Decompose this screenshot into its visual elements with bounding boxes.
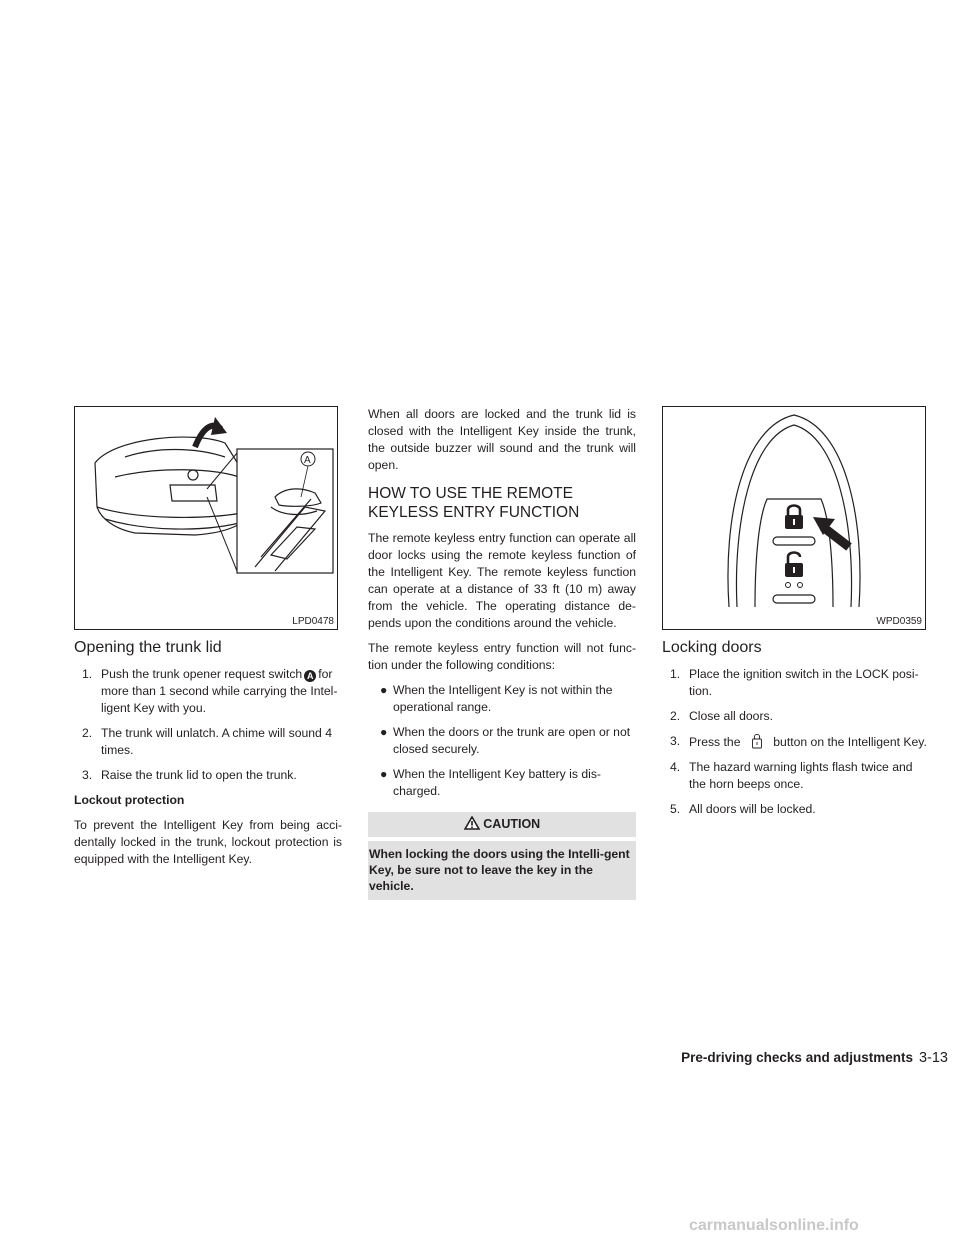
step-text-pre: Press the <box>689 735 741 749</box>
paragraph: When all doors are locked and the trunk lid is closed with the Intelligent Key inside the trunk, the outside buzzer will sound and the trunk will open. <box>368 407 636 472</box>
paragraph: The remote keyless entry function can operate all door locks using the remote keyless function of the Intelligent Key. The remote keyless function can operate at a distance of 33 ft (10 m) away from the vehicle. The operating distance de-pends upon the conditions around the vehicle. <box>368 531 636 630</box>
step-text-post: button on the Intelligent Key. <box>773 735 927 749</box>
section-heading-remote: HOW TO USE THE REMOTE KEYLESS ENTRY FUNCTION <box>368 485 580 521</box>
section-heading-locking: Locking doors <box>662 639 762 656</box>
paragraph: To prevent the Intelligent Key from being acci-dentally locked in the trunk, lockout protection is equipped with the Intelligent Key. <box>74 818 342 866</box>
subheading-lockout: Lockout protection <box>74 793 185 807</box>
step-text-post: for more than 1 second while carrying the Intel-ligent Key with you. <box>101 667 338 715</box>
bullet-icon: ● <box>380 767 388 781</box>
list-item <box>670 759 930 793</box>
bullet-icon: ● <box>380 683 388 697</box>
list-item <box>380 766 636 800</box>
step-number: 4. <box>670 760 681 774</box>
step-number: 2. <box>82 726 93 740</box>
callout-a-marker: A <box>304 670 316 682</box>
step-number: 2. <box>670 709 681 723</box>
step-text <box>689 733 930 751</box>
page-number: 3-13 <box>918 1050 948 1066</box>
paragraph: The remote keyless entry function will not func-tion under the following conditions: <box>368 641 636 672</box>
caution-text: When locking the doors using the Intelli-gent Key, be sure not to leave the key in the vehicle. <box>368 841 636 900</box>
page-footer <box>662 1050 948 1066</box>
list-item <box>82 725 342 759</box>
step-text: All doors will be locked. <box>689 802 816 816</box>
step-text: The hazard warning lights flash twice and the horn beeps once. <box>689 760 913 791</box>
figure-code: LPD0478 <box>289 615 337 629</box>
step-text-pre: Push the trunk opener request switch <box>101 667 303 681</box>
step-text: The trunk will unlatch. A chime will sound 4 times. <box>101 726 332 757</box>
footer-section-title: Pre-driving checks and adjustments <box>681 1050 913 1065</box>
figure-code: WPD0359 <box>873 615 925 629</box>
list-item <box>380 724 636 758</box>
bullet-text: When the Intelligent Key battery is dis-charged. <box>393 767 601 798</box>
intelligent-key-illustration <box>663 407 925 629</box>
step-number: 1. <box>670 667 681 681</box>
step-text: Place the ignition switch in the LOCK posi-tion. <box>689 667 919 698</box>
key-figure <box>662 406 926 630</box>
figure-callout-a: A <box>304 455 311 466</box>
caution-header <box>368 812 636 837</box>
column-left <box>74 406 342 876</box>
trunk-illustration <box>75 407 337 629</box>
bullet-text: When the Intelligent Key is not within the operational range. <box>393 683 613 714</box>
step-text: Raise the trunk lid to open the trunk. <box>101 768 297 782</box>
step-number: 3. <box>670 734 681 748</box>
list-item <box>82 767 342 784</box>
list-item <box>670 733 930 751</box>
section-heading-trunk: Opening the trunk lid <box>74 639 222 656</box>
bullet-text: When the doors or the trunk are open or not closed securely. <box>393 725 631 756</box>
step-number: 5. <box>670 802 681 816</box>
watermark: carmanualsonline.info <box>689 1217 859 1234</box>
list-item <box>670 801 930 818</box>
column-middle <box>368 406 636 900</box>
list-item <box>670 666 930 700</box>
list-item <box>380 682 636 716</box>
step-text <box>101 666 342 717</box>
list-item <box>670 708 930 725</box>
list-item <box>82 666 342 717</box>
lock-icon <box>744 733 770 749</box>
trunk-figure <box>74 406 338 630</box>
bullet-icon: ● <box>380 725 388 739</box>
step-number: 3. <box>82 768 93 782</box>
warning-icon <box>464 816 480 830</box>
step-text: Close all doors. <box>689 709 773 723</box>
step-number: 1. <box>82 667 93 681</box>
column-right <box>662 406 930 826</box>
caution-title: CAUTION <box>483 817 541 831</box>
